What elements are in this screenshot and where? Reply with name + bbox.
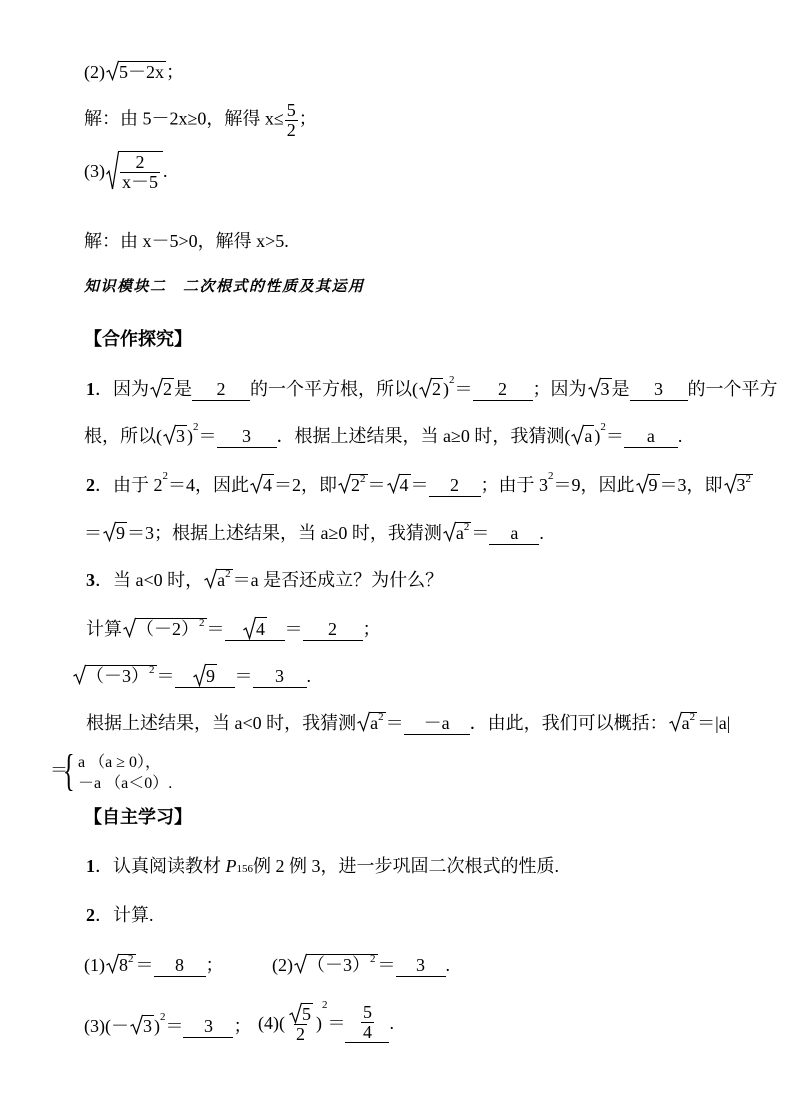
answer-blank[interactable]: a	[624, 426, 678, 448]
answer-blank[interactable]: 9	[175, 663, 235, 688]
module-heading: 知识模块二 二次根式的性质及其运用	[84, 277, 365, 295]
part3-expression: (3) $\frac{2}{x-5}$ .	[84, 152, 168, 192]
answer-blank[interactable]: 2	[429, 475, 481, 497]
calc-3: (3)(－ 3 )$^2$＝ 3 ；	[84, 1011, 252, 1036]
answer-blank[interactable]: 3	[217, 426, 277, 448]
answer-blank[interactable]: 2	[473, 379, 533, 401]
answer-blank[interactable]: 4	[225, 616, 285, 641]
piecewise-case1: a （a ≥ 0），	[78, 754, 161, 771]
q1-line1: 1．因为 2 是 2 的一个平方根，所以( 2 )$^2$＝ 2 ；因为 3 是 3 的一个平方	[86, 374, 778, 399]
q2-line2: ＝ 9 ＝3；根据上述结果，当 a≥0 时，我猜测 $a^2 = a$ .	[84, 521, 544, 543]
answer-blank[interactable]: 2	[303, 619, 363, 641]
q3-question: 3．当 a<0 时， $a^2 =a$ 是否还成立？为什么？	[86, 568, 444, 590]
answer-blank[interactable]: 3	[630, 379, 688, 401]
answer-blank[interactable]: a	[489, 523, 539, 545]
q3-calc-line2: $(-3)^2 = 9 = 3$ .	[72, 663, 311, 688]
cooperative-inquiry-title: 【合作探究】	[84, 329, 192, 349]
piecewise-brace: {	[63, 746, 75, 795]
part2-solution: 解：由 5－2x≥0，解得 x≤ $\frac{5}{2}$ ；	[84, 100, 317, 140]
answer-blank[interactable]: 8	[154, 955, 206, 977]
q3-calc-line1: 计算 $(-2)^2 = 4 = 2$ ；	[86, 617, 381, 639]
answer-blank[interactable]: 3	[183, 1016, 233, 1038]
piecewise-equals: ＝	[50, 760, 68, 780]
piecewise-case2: －a （a＜0）.	[78, 775, 173, 792]
self-study-title: 【自主学习】	[84, 807, 192, 827]
calc-1: (1) $8^2 = 8$ ；	[84, 953, 224, 975]
s1-item: 1．认真阅读教材 P156例 2 例 3，进一步巩固二次根式的性质.	[86, 856, 559, 876]
answer-blank[interactable]: $\frac{5}{4}$	[345, 1003, 389, 1043]
answer-blank[interactable]: －a	[404, 713, 470, 735]
answer-blank[interactable]: 3	[396, 955, 446, 977]
calc-2: (2) $(-3)^2 = 3$ .	[272, 953, 450, 975]
part2-expression: (2) 5－2x ；	[84, 62, 184, 82]
answer-blank[interactable]: 2	[192, 379, 250, 401]
q3-conclusion: 根据上述结果，当 a<0 时，我猜测 $a^2 = -a$ ．由此，我们可以概括： $a^2 =|a|$	[86, 711, 731, 733]
part3-solution: 解：由 x－5>0，解得 x>5.	[84, 231, 289, 251]
s2-item: 2．计算.	[86, 905, 154, 925]
q1-line2: 根，所以( 3 )$^2$＝ 3 ．根据上述结果，当 a≥0 时，我猜测( a )$^2$＝ a .	[84, 421, 683, 446]
answer-blank[interactable]: 3	[253, 666, 307, 688]
q2-line1: 2．由于 $2^2=4$，因此 4 ＝2，即 $2^2 = 4 = 2$ ；由于 $3^2=9$，因此 9 ＝3，即 $3^2$	[86, 470, 751, 495]
calc-4: (4)( $\frac{5}{2}$ )$^2$＝ $\frac{5}{4}$ .	[258, 999, 394, 1044]
